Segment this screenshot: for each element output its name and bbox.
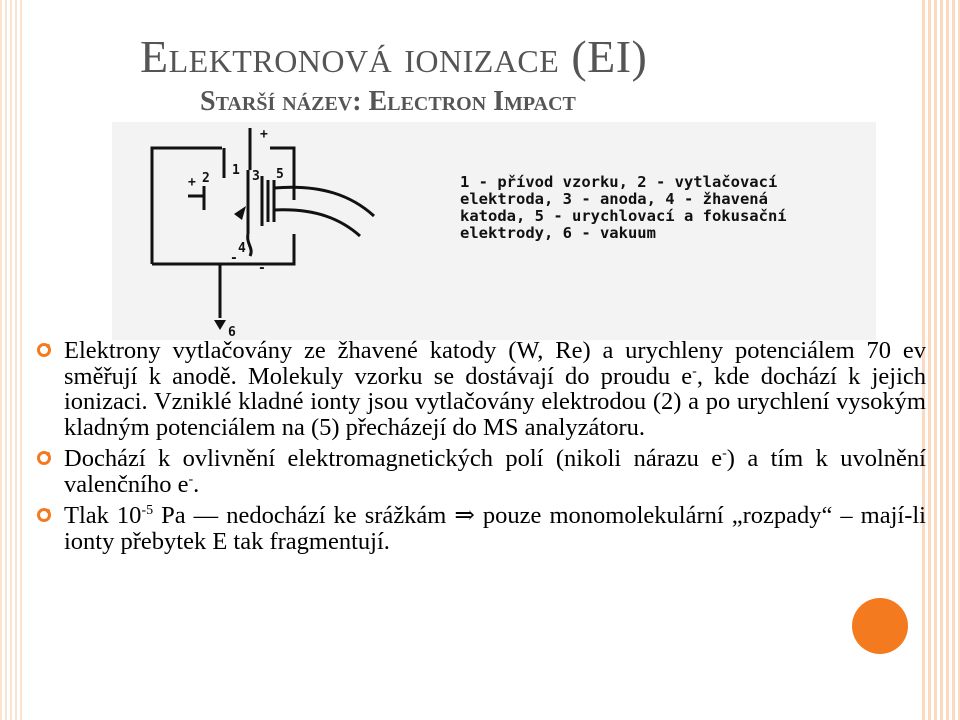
diagram-legend: [460, 174, 870, 242]
bullet-text: Pa — nedochází ke srážkám ⇒ pouze monomolekulární „rozpady“ – mají-li ionty přebytek E tak fragmentují.: [64, 502, 926, 555]
ion-source-figure: [112, 122, 876, 340]
superscript: -: [188, 471, 194, 487]
chamber-wall-bottom: [152, 234, 294, 264]
ion-beam-upper: [274, 187, 374, 216]
label-5: 5: [276, 167, 284, 182]
bullet-text: Dochází k ovlivnění elektromagnetických polí (nikoli nárazu e: [64, 445, 723, 472]
label-plus-left: +: [188, 175, 196, 190]
decorative-orange-circle: [852, 598, 908, 654]
legend-line: katoda, 5 - urychlovací a fokusační: [460, 207, 787, 225]
bullet-text: Tlak 10: [64, 502, 142, 529]
bullet-list: [36, 338, 926, 560]
left-decorative-border: [0, 0, 22, 720]
label-2: 2: [202, 171, 210, 186]
bullet-text: ) a tím k uvolnění valenčního e: [64, 445, 926, 498]
orange-ring-bullet-icon: [36, 450, 52, 466]
label-6: 6: [228, 325, 236, 340]
label-minus-bottom: -: [258, 261, 266, 276]
bullet-text: .: [193, 470, 200, 498]
legend-line: elektrody, 6 - vakuum: [460, 224, 656, 242]
label-plus-top: +: [260, 127, 268, 142]
arrow-1-icon: [234, 206, 246, 220]
bullet-text: Elektrony vytlačovány ze žhavené katody (W, Re) a urychleny potenciálem 70 ev směřují k anodě. Molekuly vzorku se dostávají do proudu e: [64, 337, 926, 390]
bullet-item: [36, 503, 926, 554]
bullet-item: [36, 338, 926, 440]
arrow-down-icon: [214, 320, 226, 330]
bullet-item: [36, 446, 926, 497]
orange-ring-bullet-icon: [36, 342, 52, 358]
superscript: -: [692, 363, 697, 379]
filament: [248, 234, 251, 256]
label-4: 4: [238, 241, 246, 256]
label-1: 1: [232, 163, 240, 178]
chamber-wall-top-left: [152, 148, 222, 264]
superscript: -: [722, 445, 727, 461]
label-minus-left: -: [230, 251, 238, 266]
right-decorative-border: [922, 0, 960, 720]
legend-line: elektroda, 3 - anoda, 4 - žhavená: [460, 190, 768, 208]
legend-line: 1 - přívod vzorku, 2 - vytlačovací: [460, 173, 778, 191]
label-3: 3: [252, 169, 260, 184]
ion-beam-lower: [274, 210, 360, 236]
bullet-text: , kde dochází k jejich ionizaci. Vzniklé kladné ionty jsou vytlačovány elektrodou (2) a po urychlení vysokým kladným potenciálem na (5) přecházejí do MS analyzátoru.: [64, 362, 926, 441]
orange-ring-bullet-icon: [36, 507, 52, 523]
superscript: -5: [141, 502, 154, 518]
page-subtitle: Starší název: Electron Impact: [200, 86, 576, 117]
page-title: Elektronová ionizace (EI): [140, 31, 648, 82]
